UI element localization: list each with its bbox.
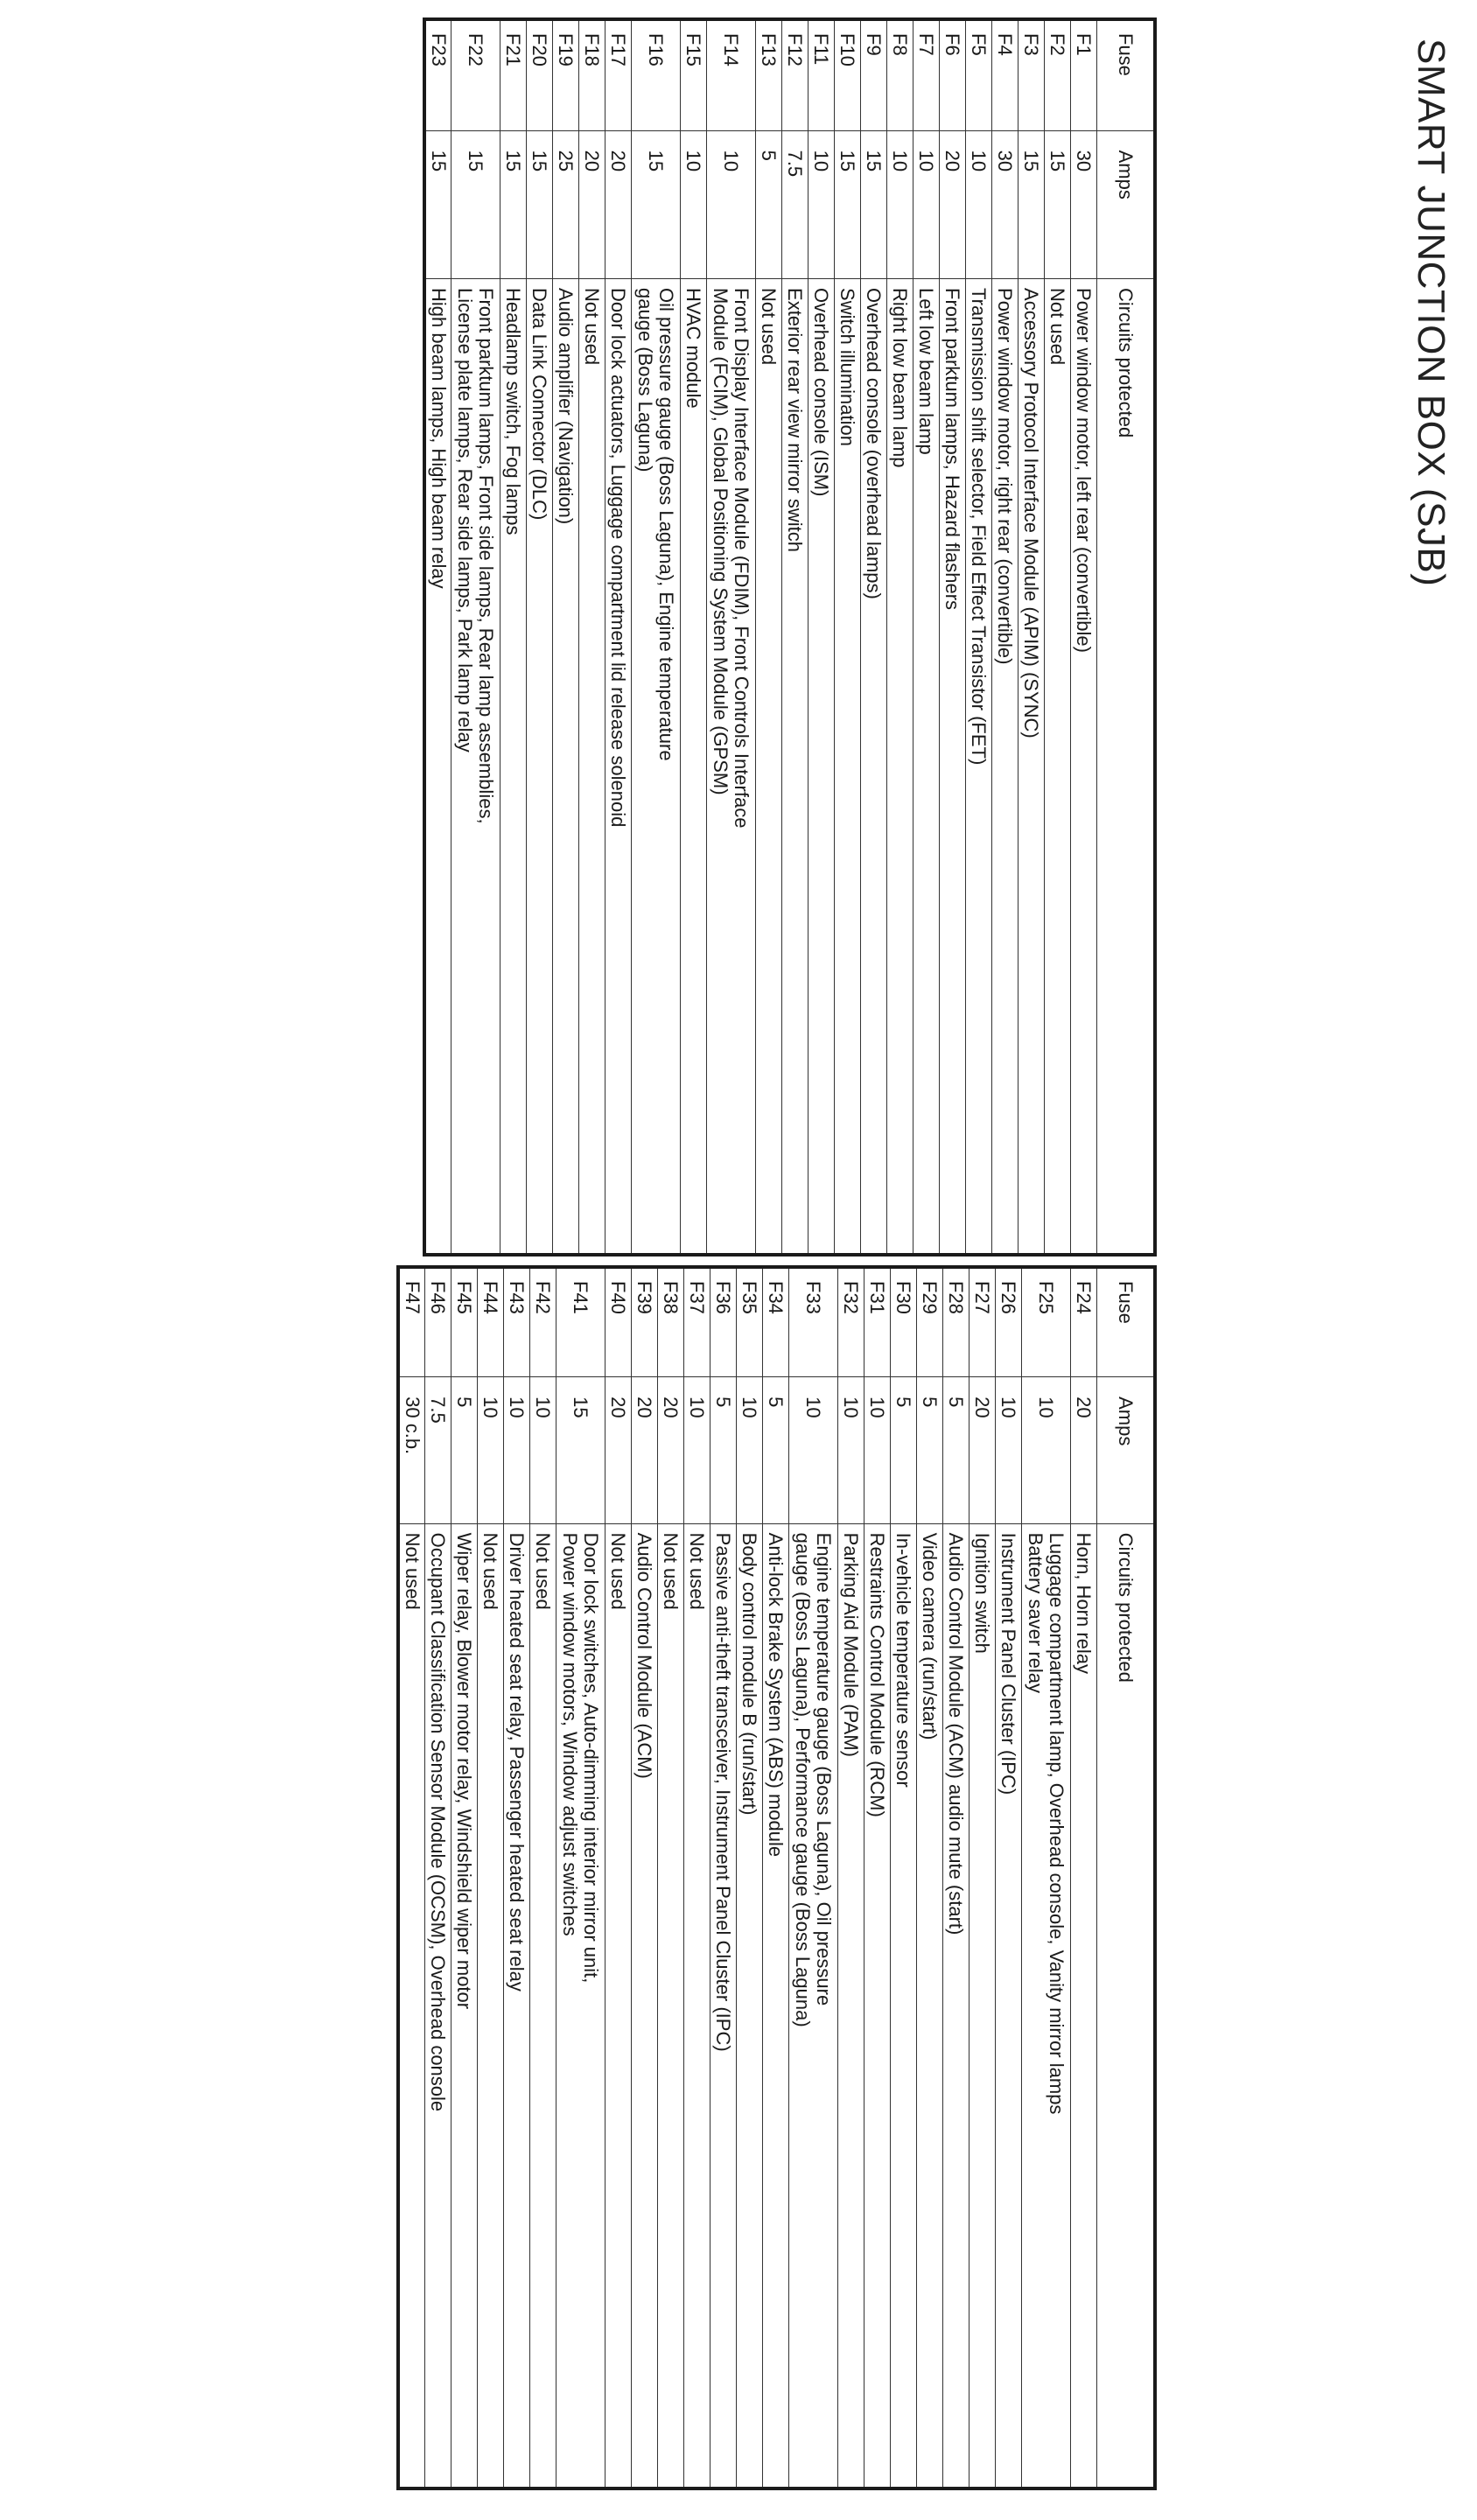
table-row xyxy=(996,1267,1022,2488)
circuits-cell: Occupant Classification Sensor Module (OCSM), Overhead console xyxy=(425,1523,452,2488)
amps-cell: 10 xyxy=(478,1377,504,1524)
circuits-cell: Door lock actuators, Luggage compartment lid release solenoid xyxy=(606,279,632,1255)
circuits-cell: High beam lamps, High beam relay xyxy=(424,279,452,1255)
table-row xyxy=(763,1267,789,2488)
amps-cell: 15 xyxy=(556,1377,606,1524)
circuits-cell: Not used xyxy=(398,1523,425,2488)
fuse-cell: F1 xyxy=(1071,19,1097,130)
table-row xyxy=(1022,1267,1071,2488)
page-title: SMART JUNCTION BOX (SJB) xyxy=(1410,38,1452,587)
circuits-cell: Body control module B (run/start) xyxy=(737,1523,763,2488)
amps-cell: 10 xyxy=(996,1377,1022,1524)
amps-cell: 10 xyxy=(681,130,707,278)
amps-cell: 5 xyxy=(763,1377,789,1524)
amps-cell: 10 xyxy=(789,1377,838,1524)
circuits-cell: Switch illumination xyxy=(835,279,861,1255)
table-row xyxy=(632,19,681,1255)
table-row xyxy=(966,19,992,1255)
circuits-cell: Instrument Panel Cluster (IPC) xyxy=(996,1523,1022,2488)
amps-cell: 30 xyxy=(1071,130,1097,278)
fuse-cell: F19 xyxy=(553,19,579,130)
fuse-cell: F38 xyxy=(658,1267,684,1377)
circuits-cell: Horn, Horn relay xyxy=(1071,1523,1097,2488)
circuits-cell: Audio Control Module (ACM) audio mute (start) xyxy=(943,1523,970,2488)
fuse-table-f1-f23 xyxy=(423,18,1157,1256)
fuse-cell: F29 xyxy=(917,1267,943,1377)
table-row xyxy=(835,19,861,1255)
circuits-cell: Transmission shift selector, Field Effect Transistor (FET) xyxy=(966,279,992,1255)
fuse-cell: F32 xyxy=(838,1267,864,1377)
table-row xyxy=(658,1267,684,2488)
circuits-cell: Not used xyxy=(606,1523,632,2488)
circuits-column-header: Circuits protected xyxy=(1097,279,1156,1255)
fuse-cell: F7 xyxy=(914,19,940,130)
table-row xyxy=(478,1267,504,2488)
table-row xyxy=(527,19,553,1255)
circuits-cell: Ignition switch xyxy=(970,1523,996,2488)
amps-cell: 15 xyxy=(861,130,887,278)
table-row xyxy=(606,1267,632,2488)
amps-cell: 10 xyxy=(838,1377,864,1524)
amps-column-header: Amps xyxy=(1097,1377,1156,1524)
fuse-cell: F17 xyxy=(606,19,632,130)
table-row xyxy=(681,19,707,1255)
circuits-cell: Power window motor, left rear (convertible) xyxy=(1071,279,1097,1255)
fuse-cell: F46 xyxy=(425,1267,452,1377)
table-row xyxy=(500,19,527,1255)
amps-cell: 20 xyxy=(658,1377,684,1524)
circuits-cell: Luggage compartment lamp, Overhead console, Vanity mirror lamps Battery saver relay xyxy=(1022,1523,1071,2488)
amps-cell: 25 xyxy=(553,130,579,278)
table-row xyxy=(1018,19,1045,1255)
circuits-cell: Parking Aid Module (PAM) xyxy=(838,1523,864,2488)
table-row xyxy=(1071,1267,1097,2488)
fuse-cell: F43 xyxy=(504,1267,530,1377)
fuse-cell: F25 xyxy=(1022,1267,1071,1377)
circuits-cell: Overhead console (overhead lamps) xyxy=(861,279,887,1255)
circuits-cell: Left low beam lamp xyxy=(914,279,940,1255)
table-row xyxy=(940,19,966,1255)
amps-cell: 10 xyxy=(1022,1377,1071,1524)
amps-cell: 15 xyxy=(1018,130,1045,278)
fuse-cell: F39 xyxy=(632,1267,658,1377)
table-row xyxy=(504,1267,530,2488)
amps-cell: 10 xyxy=(684,1377,710,1524)
fuse-cell: F24 xyxy=(1071,1267,1097,1377)
fuse-cell: F37 xyxy=(684,1267,710,1377)
fuse-cell: F30 xyxy=(891,1267,917,1377)
fuse-cell: F21 xyxy=(500,19,527,130)
amps-cell: 20 xyxy=(606,130,632,278)
table-row xyxy=(707,19,756,1255)
table-row xyxy=(861,19,887,1255)
table-row xyxy=(530,1267,556,2488)
circuits-cell: In-vehicle temperature sensor xyxy=(891,1523,917,2488)
amps-cell: 20 xyxy=(579,130,606,278)
circuits-cell: Front Display Interface Module (FDIM), Front Controls Interface Module (FCIM), Global Positioning System Module (GPSM) xyxy=(707,279,756,1255)
fuse-cell: F16 xyxy=(632,19,681,130)
amps-cell: 15 xyxy=(500,130,527,278)
amps-cell: 15 xyxy=(632,130,681,278)
fuse-cell: F34 xyxy=(763,1267,789,1377)
fuse-cell: F9 xyxy=(861,19,887,130)
fuse-cell: F22 xyxy=(452,19,500,130)
fuse-cell: F8 xyxy=(887,19,914,130)
circuits-cell: Right low beam lamp xyxy=(887,279,914,1255)
table-row xyxy=(606,19,632,1255)
fuse-cell: F11 xyxy=(808,19,835,130)
fuse-cell: F14 xyxy=(707,19,756,130)
fuse-cell: F47 xyxy=(398,1267,425,1377)
amps-cell: 15 xyxy=(527,130,553,278)
table-row xyxy=(425,1267,452,2488)
fuse-cell: F36 xyxy=(710,1267,737,1377)
table-row xyxy=(782,19,808,1255)
table-row xyxy=(398,1267,425,2488)
amps-cell: 10 xyxy=(737,1377,763,1524)
table-row xyxy=(838,1267,864,2488)
fuse-cell: F13 xyxy=(756,19,782,130)
fuse-cell: F31 xyxy=(864,1267,891,1377)
circuits-cell: Data Link Connector (DLC) xyxy=(527,279,553,1255)
amps-cell: 10 xyxy=(966,130,992,278)
fuse-cell: F40 xyxy=(606,1267,632,1377)
table-row xyxy=(424,19,452,1255)
amps-cell: 5 xyxy=(756,130,782,278)
amps-cell: 10 xyxy=(504,1377,530,1524)
circuits-cell: Front parktum lamps, Hazard flashers xyxy=(940,279,966,1255)
table-row xyxy=(632,1267,658,2488)
table-row xyxy=(556,1267,606,2488)
table-row xyxy=(710,1267,737,2488)
table-row xyxy=(789,1267,838,2488)
fuse-table-f24-f47 xyxy=(396,1265,1157,2490)
fuse-cell: F41 xyxy=(556,1267,606,1377)
fuse-cell: F42 xyxy=(530,1267,556,1377)
circuits-cell: Not used xyxy=(1045,279,1071,1255)
circuits-cell: Not used xyxy=(478,1523,504,2488)
circuits-cell: Not used xyxy=(530,1523,556,2488)
table-row xyxy=(808,19,835,1255)
amps-cell: 5 xyxy=(943,1377,970,1524)
fuse-cell: F35 xyxy=(737,1267,763,1377)
table-row xyxy=(887,19,914,1255)
circuits-cell: Not used xyxy=(756,279,782,1255)
circuits-cell: Oil pressure gauge (Boss Laguna), Engine temperature gauge (Boss Laguna) xyxy=(632,279,681,1255)
circuits-cell: Restraints Control Module (RCM) xyxy=(864,1523,891,2488)
table-row xyxy=(553,19,579,1255)
table-row xyxy=(737,1267,763,2488)
circuits-cell: Door lock switches, Auto-dimming interior mirror unit, Power window motors, Window adjust switches xyxy=(556,1523,606,2488)
table-row xyxy=(914,19,940,1255)
fuse-cell: F6 xyxy=(940,19,966,130)
amps-cell: 30 c.b. xyxy=(398,1377,425,1524)
fuse-column-header: Fuse xyxy=(1097,19,1156,130)
amps-cell: 10 xyxy=(887,130,914,278)
fuse-cell: F20 xyxy=(527,19,553,130)
fuse-cell: F4 xyxy=(992,19,1018,130)
table-row xyxy=(1071,19,1097,1255)
circuits-column-header: Circuits protected xyxy=(1097,1523,1156,2488)
circuits-cell: Accessory Protocol Interface Module (APIM) (SYNC) xyxy=(1018,279,1045,1255)
fuse-table-body xyxy=(424,19,1097,1255)
amps-cell: 10 xyxy=(530,1377,556,1524)
fuse-cell: F3 xyxy=(1018,19,1045,130)
amps-cell: 20 xyxy=(1071,1377,1097,1524)
fuse-cell: F5 xyxy=(966,19,992,130)
amps-cell: 5 xyxy=(710,1377,737,1524)
fuse-cell: F45 xyxy=(452,1267,478,1377)
circuits-cell: Anti-lock Brake System (ABS) module xyxy=(763,1523,789,2488)
table-header-row xyxy=(1097,1267,1156,2488)
circuits-cell: HVAC module xyxy=(681,279,707,1255)
table-row xyxy=(917,1267,943,2488)
amps-cell: 20 xyxy=(940,130,966,278)
circuits-cell: Headlamp switch, Fog lamps xyxy=(500,279,527,1255)
table-row xyxy=(684,1267,710,2488)
fuse-cell: F12 xyxy=(782,19,808,130)
table-row xyxy=(1045,19,1071,1255)
amps-cell: 10 xyxy=(808,130,835,278)
amps-cell: 5 xyxy=(452,1377,478,1524)
table-header-row xyxy=(1097,19,1156,1255)
circuits-cell: Overhead console (ISM) xyxy=(808,279,835,1255)
fuse-cell: F10 xyxy=(835,19,861,130)
table-row xyxy=(452,19,500,1255)
fuse-cell: F15 xyxy=(681,19,707,130)
table-row xyxy=(970,1267,996,2488)
table-row xyxy=(579,19,606,1255)
circuits-cell: Video camera (run/start) xyxy=(917,1523,943,2488)
amps-cell: 5 xyxy=(917,1377,943,1524)
circuits-cell: Front parktum lamps, Front side lamps, Rear lamp assemblies, License plate lamps, Rear side lamps, Park lamp relay xyxy=(452,279,500,1255)
amps-cell: 20 xyxy=(970,1377,996,1524)
amps-cell: 7.5 xyxy=(425,1377,452,1524)
amps-cell: 30 xyxy=(992,130,1018,278)
circuits-cell: Exterior rear view mirror switch xyxy=(782,279,808,1255)
amps-cell: 20 xyxy=(606,1377,632,1524)
circuits-cell: Not used xyxy=(684,1523,710,2488)
circuits-cell: Power window motor, right rear (convertible) xyxy=(992,279,1018,1255)
circuits-cell: Not used xyxy=(579,279,606,1255)
amps-cell: 15 xyxy=(1045,130,1071,278)
amps-cell: 5 xyxy=(891,1377,917,1524)
amps-cell: 15 xyxy=(452,130,500,278)
amps-cell: 15 xyxy=(835,130,861,278)
circuits-cell: Passive anti-theft transceiver, Instrument Panel Cluster (IPC) xyxy=(710,1523,737,2488)
fuse-cell: F28 xyxy=(943,1267,970,1377)
table-row xyxy=(864,1267,891,2488)
circuits-cell: Driver heated seat relay, Passenger heated seat relay xyxy=(504,1523,530,2488)
amps-column-header: Amps xyxy=(1097,130,1156,278)
fuse-cell: F27 xyxy=(970,1267,996,1377)
amps-cell: 10 xyxy=(914,130,940,278)
circuits-cell: Audio amplifier (Navigation) xyxy=(553,279,579,1255)
amps-cell: 20 xyxy=(632,1377,658,1524)
table-row xyxy=(943,1267,970,2488)
fuse-column-header: Fuse xyxy=(1097,1267,1156,1377)
table-row xyxy=(992,19,1018,1255)
table-row xyxy=(891,1267,917,2488)
circuits-cell: Not used xyxy=(658,1523,684,2488)
circuits-cell: Engine temperature gauge (Boss Laguna), Oil pressure gauge (Boss Laguna), Performance gauge (Boss Laguna) xyxy=(789,1523,838,2488)
amps-cell: 10 xyxy=(707,130,756,278)
fuse-cell: F44 xyxy=(478,1267,504,1377)
circuits-cell: Wiper relay, Blower motor relay, Windshield wiper motor xyxy=(452,1523,478,2488)
amps-cell: 7.5 xyxy=(782,130,808,278)
amps-cell: 15 xyxy=(424,130,452,278)
amps-cell: 10 xyxy=(864,1377,891,1524)
table-row xyxy=(452,1267,478,2488)
fuse-cell: F23 xyxy=(424,19,452,130)
fuse-cell: F33 xyxy=(789,1267,838,1377)
fuse-cell: F18 xyxy=(579,19,606,130)
fuse-table-body xyxy=(398,1267,1097,2488)
circuits-cell: Audio Control Module (ACM) xyxy=(632,1523,658,2488)
fuse-cell: F26 xyxy=(996,1267,1022,1377)
table-row xyxy=(756,19,782,1255)
fuse-cell: F2 xyxy=(1045,19,1071,130)
